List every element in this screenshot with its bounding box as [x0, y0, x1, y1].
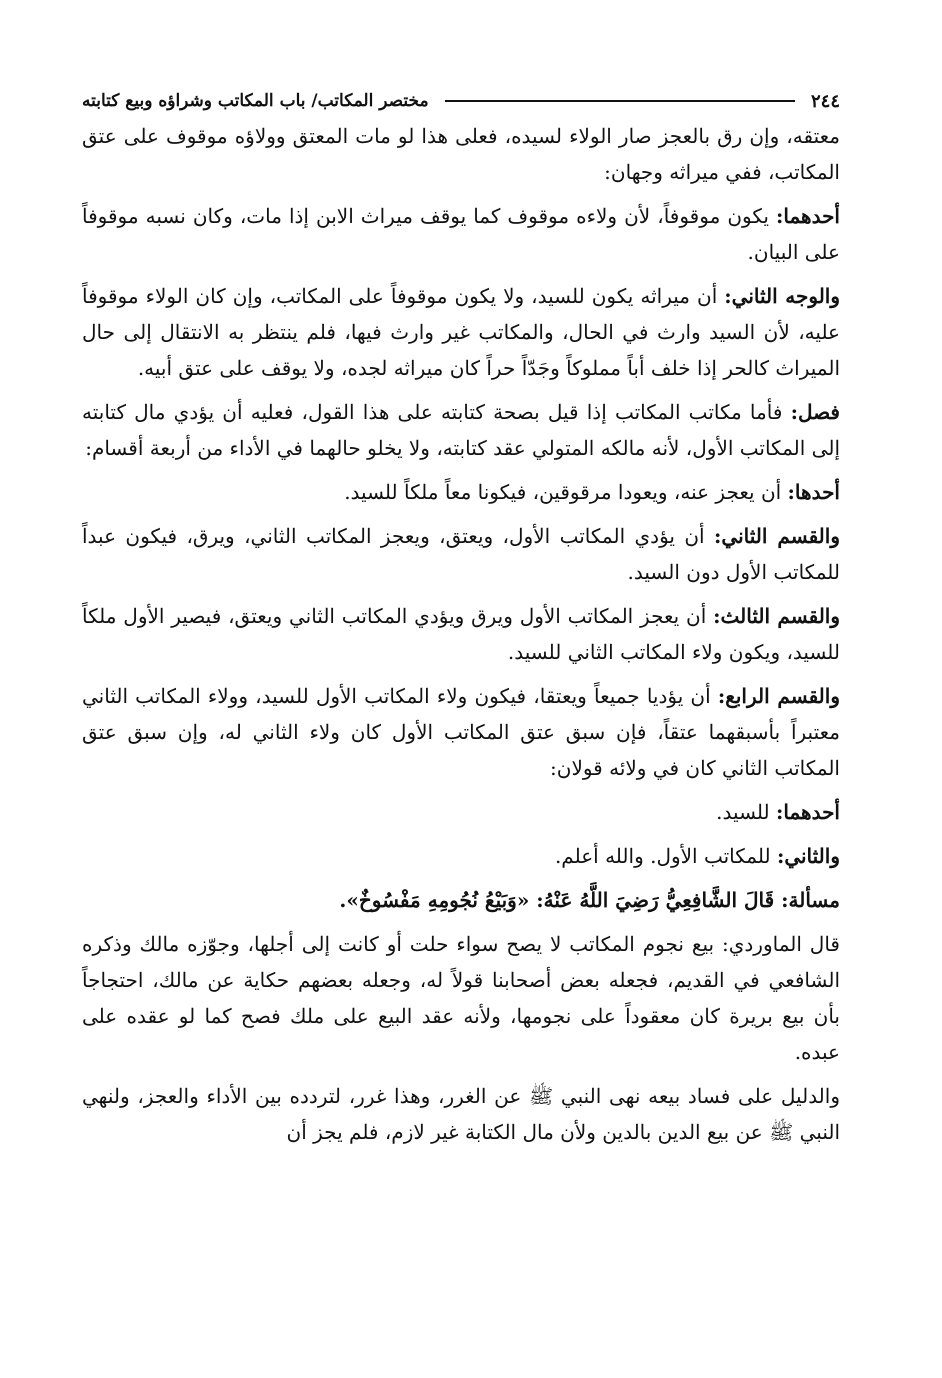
paragraph — [82, 518, 840, 590]
header-title: مختصر المكاتب/ باب المكاتب وشراؤه وبيع كتابته — [82, 91, 429, 111]
paragraph — [82, 1078, 840, 1150]
quoted-text: «وَبَيْعُ نُجُومِهِ مَفْسُوخٌ». — [339, 888, 537, 912]
paragraph-text: أن يؤدي المكاتب الأول، ويعتق، ويعجز المكاتب الثاني، ويرق، فيكون عبداً للمكاتب الأول دون السيد. — [82, 524, 840, 584]
paragraph-text: يكون موقوفاً، لأن ولاءه موقوف كما يوقف ميراث الابن إذا مات، وكان نسبه موقوفاً على البيان. — [82, 204, 840, 264]
paragraph — [82, 474, 840, 510]
paragraph-lead: مسألة: قَالَ الشَّافِعِيُّ رَضِيَ اللَّهُ عَنْهُ: — [536, 888, 840, 912]
paragraph-lead: والوجه الثاني: — [724, 284, 841, 308]
paragraph — [82, 838, 840, 874]
paragraph-text: قال الماوردي: بيع نجوم المكاتب لا يصح سواء حلت أو كانت إلى أجلها، وجوّزه مالك وذكره الشافعي في القديم، فجعله بعض أصحابنا قولاً له، وجعله بعضهم حكاية عن مالك، احتجاجاً بأن بيع بريرة كان معقوداً على نجومها، ولأنه عقد البيع على ملك فصح كما لو عقده على عبده. — [82, 932, 840, 1064]
paragraph-text: أن يؤديا جميعاً ويعتقا، فيكون ولاء المكاتب الأول للسيد، وولاء المكاتب الثاني معتبراً بأسبقهما عتقاً، فإن سبق عتق المكاتب الأول كان ولاء الثاني له، وإن سبق عتق المكاتب الثاني كان في ولائه قولان: — [82, 684, 840, 780]
paragraph-lead: والقسم الرابع: — [717, 684, 840, 708]
running-header — [82, 84, 840, 118]
paragraph-lead: والقسم الثالث: — [713, 604, 841, 628]
paragraph — [82, 198, 840, 270]
paragraph-text: أن ميراثه يكون للسيد، ولا يكون موقوفاً على المكاتب، وإن كان الولاء موقوفاً عليه، لأن السيد وارث في الحال، والمكاتب غير وارث فيها، فلم ينتظر به الانتقال إلى حال الميراث كالحر إذا خلف أباً مملوكاً وجَدّاً حراً كان ميراثه لجده، ولا يوقف على عتق أبيه. — [82, 284, 840, 380]
paragraph — [82, 882, 840, 918]
paragraph-lead: أحدهما: — [775, 204, 840, 228]
paragraph — [82, 598, 840, 670]
paragraph-text: للمكاتب الأول. والله أعلم. — [554, 844, 777, 868]
paragraph-text: والدليل على فساد بيعه نهى النبي ﷺ عن الغرر، وهذا غرر، لتردده بين الأداء والعجز، ولنهي النبي ﷺ عن بيع الدين بالدين ولأن مال الكتابة غير لازم، فلم يجز أن — [82, 1084, 840, 1144]
header-rule — [445, 100, 795, 102]
paragraph-lead: والقسم الثاني: — [714, 524, 840, 548]
paragraph — [82, 794, 840, 830]
paragraph-lead: أحدهما: — [775, 800, 840, 824]
document-page — [82, 84, 840, 1158]
paragraph-lead: أحدها: — [787, 480, 840, 504]
paragraph — [82, 278, 840, 386]
paragraph-lead: فصل: — [790, 400, 840, 424]
paragraph — [82, 118, 840, 190]
paragraph-lead: والثاني: — [776, 844, 840, 868]
page-number: ٢٤٤ — [810, 90, 840, 112]
paragraph — [82, 678, 840, 786]
paragraph — [82, 926, 840, 1070]
paragraph-text: للسيد. — [716, 800, 776, 824]
paragraph — [82, 394, 840, 466]
paragraph-text: أن يعجز عنه، ويعودا مرقوقين، فيكونا معاً ملكاً للسيد. — [344, 480, 788, 504]
paragraph-text: فأما مكاتب المكاتب إذا قيل بصحة كتابته على هذا القول، فعليه أن يؤدي مال كتابته إلى المكاتب الأول، لأنه مالكه المتولي عقد كتابته، ولا يخلو حالهما في الأداء من أربعة أقسام: — [82, 400, 840, 460]
paragraph-text: معتقه، وإن رق بالعجز صار الولاء لسيده، فعلى هذا لو مات المعتق وولاؤه موقوف على عتق المكاتب، ففي ميراثه وجهان: — [82, 124, 840, 184]
body-text — [82, 118, 840, 1150]
paragraph-text: أن يعجز المكاتب الأول ويرق ويؤدي المكاتب الثاني ويعتق، فيصير الأول ملكاً للسيد، ويكون ولاء المكاتب الثاني للسيد. — [82, 604, 840, 664]
